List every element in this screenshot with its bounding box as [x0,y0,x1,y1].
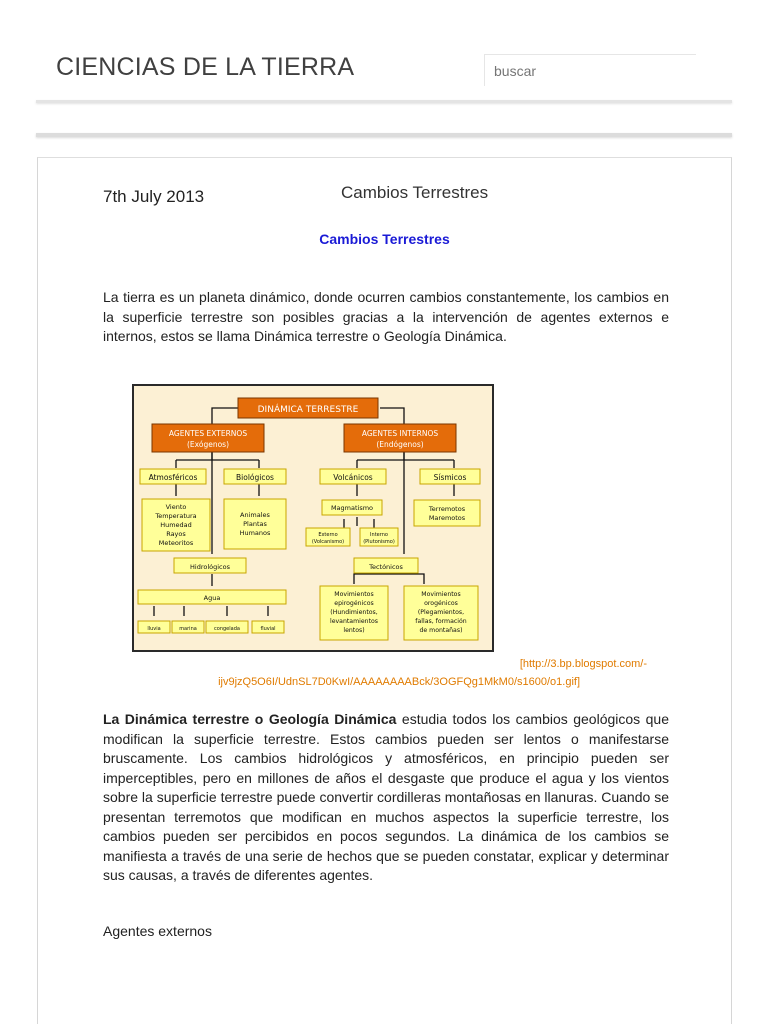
image-link-line-2[interactable]: ijv9jzQ5O6I/UdnSL7D0KwI/AAAAAAAABck/3OGFQg1MkM0/s1600/o1.gif] [218,676,580,688]
hidrologicos-label: Hidrológicos [190,563,230,571]
oro-line: Movimientos [421,591,461,598]
epiro-line: (Hundimientos, [330,609,378,616]
agua-item: fluvial [260,626,276,632]
body-paragraph [103,710,669,886]
sis-item: Terremotos [428,505,466,513]
blog-header [36,0,732,102]
volcanicos-label: Volcánicos [333,473,373,482]
atmosfericos-label: Atmosféricos [148,473,198,482]
atm-item: Temperatura [155,512,197,520]
nav-divider [36,133,732,137]
section-heading: Agentes externos [103,923,212,939]
search-input[interactable] [484,54,696,86]
tectonicos-label: Tectónicos [369,563,403,571]
atm-item: Viento [165,503,187,511]
image-link-line-1[interactable]: [http://3.bp.blogspot.com/- [519,658,647,670]
oro-line: fallas, formación [415,618,467,625]
oro-line: orogénicos [424,600,458,607]
biologicos-label: Biológicos [236,473,274,482]
post-card [37,157,732,1024]
externo-sub: (Volcanismo) [311,539,345,545]
bio-item: Animales [240,511,270,519]
site-title[interactable]: CIENCIAS DE LA TIERRA [56,53,355,81]
externos-label: AGENTES EXTERNOS [168,429,248,438]
atm-item: Rayos [166,530,186,538]
bio-item: Humanos [239,529,271,537]
oro-line: (Plegamientos, [417,609,465,616]
interno-sub: (Plutonismo) [363,539,395,545]
post-title[interactable]: Cambios Terrestres [341,183,489,202]
agua-item: congelada [214,626,240,632]
post-date: 7th July 2013 [103,187,205,206]
internos-label: AGENTES INTERNOS [361,429,439,438]
atm-item: Humedad [160,521,192,529]
epiro-line: Movimientos [334,591,374,598]
agua-item: marina [179,626,197,632]
sis-item: Maremotos [428,514,466,522]
diagram-svg [134,386,492,650]
bio-item: Plantas [243,520,267,528]
epiro-line: lentos) [343,627,365,634]
externos-sub: (Exógenos) [186,440,230,449]
header-divider [36,100,732,103]
dinamica-terrestre-diagram[interactable] [132,384,494,652]
body-text: estudia todos los cambios geológicos que modifican la superficie terrestre. Estos cambios pueden ser lentos o manifestarse bruscamente. Los cambios hidrológicos y atmosféricos, en principio pueden ser imperceptibles, pero en millones de años el desgaste que produce el agua y los vientos sobre la superficie terrestre puede convertir cordilleras montañosas en llanuras. Cuando se presentan terremotos que modifican en muchos aspectos la superficie terrestre, los cambios pueden ser percibidos en pocos segundos. La dinámica de los cambios se manifiesta a través de una serie de hechos que se pueden constatar, explicar y determinar sus causas, a través de diferentes agentes. [103,711,669,883]
magmatismo-label: Magmatismo [330,504,374,512]
atm-item: Meteoritos [158,539,194,547]
epiro-line: epirogénicos [334,600,374,607]
externo-label: Externo [318,532,338,538]
agua-label: Agua [203,594,221,602]
epiro-line: levantamientos [329,618,379,625]
interno-label: Interno [370,532,388,538]
body-bold-term: La Dinámica terrestre o Geología Dinámica [103,711,397,727]
oro-line: de montañas) [419,627,463,634]
diagram-root-label: DINÁMICA TERRESTRE [257,405,359,415]
post-subtitle: Cambios Terrestres [319,231,450,247]
internos-sub: (Endógenos) [376,440,424,449]
sismicos-label: Sísmicos [433,473,467,482]
intro-paragraph: La tierra es un planeta dinámico, donde ocurren cambios constantemente, los cambios en la superficie terrestre son posibles gracias a la intervención de agentes externos e internos, estos se llama Dinámica terrestre o Geología Dinámica. [103,289,669,344]
agua-item: lluvia [147,626,161,632]
